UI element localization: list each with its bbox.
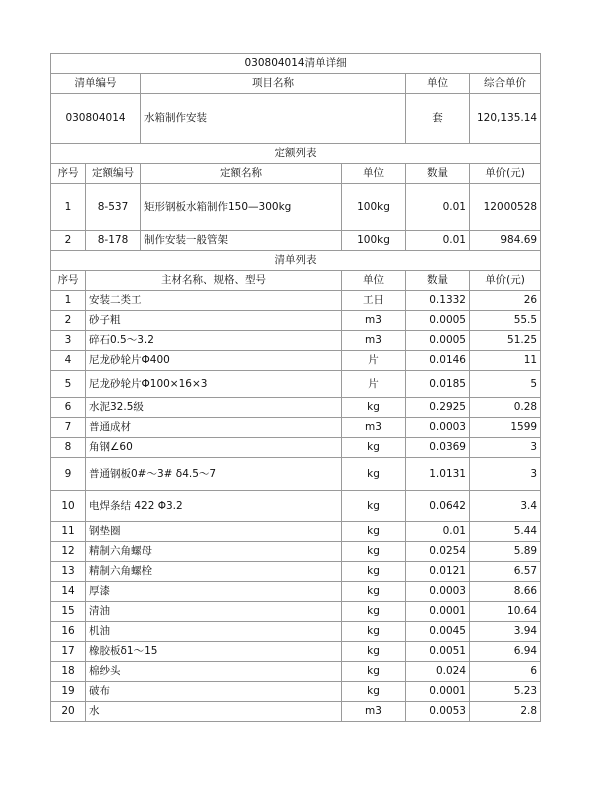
material-unit: m3 [342, 311, 406, 331]
material-row [51, 438, 541, 458]
material-name: 砂子粗 [86, 311, 342, 331]
material-no: 1 [51, 291, 86, 311]
material-unit: kg [342, 662, 406, 682]
material-no: 7 [51, 418, 86, 438]
material-name-header: 主材名称、规格、型号 [86, 271, 342, 291]
material-unit: kg [342, 491, 406, 522]
material-row [51, 458, 541, 491]
material-no: 18 [51, 662, 86, 682]
bill-price-header: 综合单价 [470, 74, 541, 94]
material-unit: 片 [342, 371, 406, 398]
bill-detail-table [50, 53, 541, 722]
material-no: 5 [51, 371, 86, 398]
material-qty: 0.01 [406, 522, 470, 542]
material-qty: 0.1332 [406, 291, 470, 311]
quota-code: 8-178 [86, 231, 141, 251]
quota-unit: 100kg [342, 231, 406, 251]
material-name: 普通成材 [86, 418, 342, 438]
quota-row [51, 231, 541, 251]
material-row [51, 491, 541, 522]
material-unit: kg [342, 458, 406, 491]
quota-name: 制作安装一般管架 [141, 231, 342, 251]
material-row [51, 682, 541, 702]
material-price: 6 [470, 662, 541, 682]
material-unit-header: 单位 [342, 271, 406, 291]
material-price: 5.89 [470, 542, 541, 562]
material-unit: m3 [342, 418, 406, 438]
material-row [51, 582, 541, 602]
bill-unit: 套 [406, 94, 470, 144]
material-qty: 0.0053 [406, 702, 470, 722]
material-price: 0.28 [470, 398, 541, 418]
material-no: 13 [51, 562, 86, 582]
material-name: 橡胶板δ1～15 [86, 642, 342, 662]
material-price: 10.64 [470, 602, 541, 622]
material-name: 精制六角螺母 [86, 542, 342, 562]
quota-unit-header: 单位 [342, 164, 406, 184]
material-row [51, 291, 541, 311]
material-name: 精制六角螺栓 [86, 562, 342, 582]
material-unit: kg [342, 562, 406, 582]
material-name: 厚漆 [86, 582, 342, 602]
material-row [51, 522, 541, 542]
material-no: 17 [51, 642, 86, 662]
material-unit: kg [342, 582, 406, 602]
material-row [51, 311, 541, 331]
material-unit: kg [342, 542, 406, 562]
quota-price-header: 单价(元) [470, 164, 541, 184]
material-price: 51.25 [470, 331, 541, 351]
material-name: 角钢∠60 [86, 438, 342, 458]
material-name: 安装二类工 [86, 291, 342, 311]
material-unit: kg [342, 522, 406, 542]
material-no: 2 [51, 311, 86, 331]
material-unit: kg [342, 398, 406, 418]
material-row [51, 662, 541, 682]
material-unit: 工日 [342, 291, 406, 311]
material-unit: kg [342, 682, 406, 702]
quota-no-header: 序号 [51, 164, 86, 184]
material-row [51, 418, 541, 438]
material-price: 6.94 [470, 642, 541, 662]
material-no: 9 [51, 458, 86, 491]
material-name: 碎石0.5～3.2 [86, 331, 342, 351]
quota-no: 1 [51, 184, 86, 231]
material-price: 5.44 [470, 522, 541, 542]
table-title: 030804014清单详细 [51, 54, 541, 74]
material-price: 8.66 [470, 582, 541, 602]
quota-name: 矩形钢板水箱制作150—300kg [141, 184, 342, 231]
material-price: 3.4 [470, 491, 541, 522]
material-no: 19 [51, 682, 86, 702]
quota-section-row [51, 144, 541, 164]
material-price-header: 单价(元) [470, 271, 541, 291]
quota-unit: 100kg [342, 184, 406, 231]
material-price: 3 [470, 458, 541, 491]
material-no: 12 [51, 542, 86, 562]
quota-price: 12000528 [470, 184, 541, 231]
material-qty: 0.0005 [406, 311, 470, 331]
material-unit: kg [342, 438, 406, 458]
bill-header-row [51, 74, 541, 94]
material-price: 11 [470, 351, 541, 371]
quota-row [51, 184, 541, 231]
material-no-header: 序号 [51, 271, 86, 291]
material-qty: 0.0051 [406, 642, 470, 662]
quota-section-title: 定额列表 [51, 144, 541, 164]
material-no: 16 [51, 622, 86, 642]
bill-price: 120,135.14 [470, 94, 541, 144]
material-header-row [51, 271, 541, 291]
material-name: 清油 [86, 602, 342, 622]
material-price: 3 [470, 438, 541, 458]
quota-qty-header: 数量 [406, 164, 470, 184]
material-name: 尼龙砂轮片Φ100×16×3 [86, 371, 342, 398]
title-row [51, 54, 541, 74]
material-name: 钢垫圈 [86, 522, 342, 542]
material-price: 55.5 [470, 311, 541, 331]
material-price: 2.8 [470, 702, 541, 722]
material-no: 11 [51, 522, 86, 542]
quota-name-header: 定额名称 [141, 164, 342, 184]
material-price: 1599 [470, 418, 541, 438]
material-qty: 0.0005 [406, 331, 470, 351]
material-price: 3.94 [470, 622, 541, 642]
quota-qty: 0.01 [406, 184, 470, 231]
quota-code: 8-537 [86, 184, 141, 231]
material-qty: 1.0131 [406, 458, 470, 491]
material-row [51, 542, 541, 562]
material-qty: 0.0001 [406, 682, 470, 702]
material-section-title: 清单列表 [51, 251, 541, 271]
material-qty: 0.0045 [406, 622, 470, 642]
material-unit: 片 [342, 351, 406, 371]
material-price: 26 [470, 291, 541, 311]
material-price: 5 [470, 371, 541, 398]
material-no: 15 [51, 602, 86, 622]
material-qty: 0.0121 [406, 562, 470, 582]
material-qty: 0.0003 [406, 582, 470, 602]
material-row [51, 398, 541, 418]
material-name: 电焊条结 422 Φ3.2 [86, 491, 342, 522]
material-unit: kg [342, 622, 406, 642]
quota-no: 2 [51, 231, 86, 251]
material-row [51, 702, 541, 722]
material-qty: 0.024 [406, 662, 470, 682]
material-no: 3 [51, 331, 86, 351]
material-row [51, 622, 541, 642]
quota-price: 984.69 [470, 231, 541, 251]
material-no: 6 [51, 398, 86, 418]
material-unit: kg [342, 602, 406, 622]
material-name: 破布 [86, 682, 342, 702]
bill-name-header: 项目名称 [141, 74, 406, 94]
material-qty-header: 数量 [406, 271, 470, 291]
material-qty: 0.0003 [406, 418, 470, 438]
material-no: 4 [51, 351, 86, 371]
material-qty: 0.0369 [406, 438, 470, 458]
bill-name: 水箱制作安装 [141, 94, 406, 144]
quota-code-header: 定额编号 [86, 164, 141, 184]
material-qty: 0.0185 [406, 371, 470, 398]
material-qty: 0.0642 [406, 491, 470, 522]
material-qty: 0.0254 [406, 542, 470, 562]
material-price: 6.57 [470, 562, 541, 582]
bill-row [51, 94, 541, 144]
quota-qty: 0.01 [406, 231, 470, 251]
material-unit: m3 [342, 331, 406, 351]
material-row [51, 371, 541, 398]
bill-unit-header: 单位 [406, 74, 470, 94]
material-unit: kg [342, 642, 406, 662]
material-row [51, 331, 541, 351]
material-price: 5.23 [470, 682, 541, 702]
material-row [51, 602, 541, 622]
material-no: 20 [51, 702, 86, 722]
material-section-row [51, 251, 541, 271]
material-row [51, 351, 541, 371]
material-name: 机油 [86, 622, 342, 642]
material-no: 10 [51, 491, 86, 522]
material-name: 水 [86, 702, 342, 722]
bill-code-header: 清单编号 [51, 74, 141, 94]
material-qty: 0.2925 [406, 398, 470, 418]
material-name: 水泥32.5级 [86, 398, 342, 418]
material-qty: 0.0146 [406, 351, 470, 371]
material-row [51, 642, 541, 662]
material-no: 14 [51, 582, 86, 602]
material-no: 8 [51, 438, 86, 458]
quota-header-row [51, 164, 541, 184]
material-name: 棉纱头 [86, 662, 342, 682]
bill-code: 030804014 [51, 94, 141, 144]
material-unit: m3 [342, 702, 406, 722]
material-name: 尼龙砂轮片Φ400 [86, 351, 342, 371]
material-qty: 0.0001 [406, 602, 470, 622]
material-row [51, 562, 541, 582]
material-name: 普通钢板0#～3# δ4.5～7 [86, 458, 342, 491]
